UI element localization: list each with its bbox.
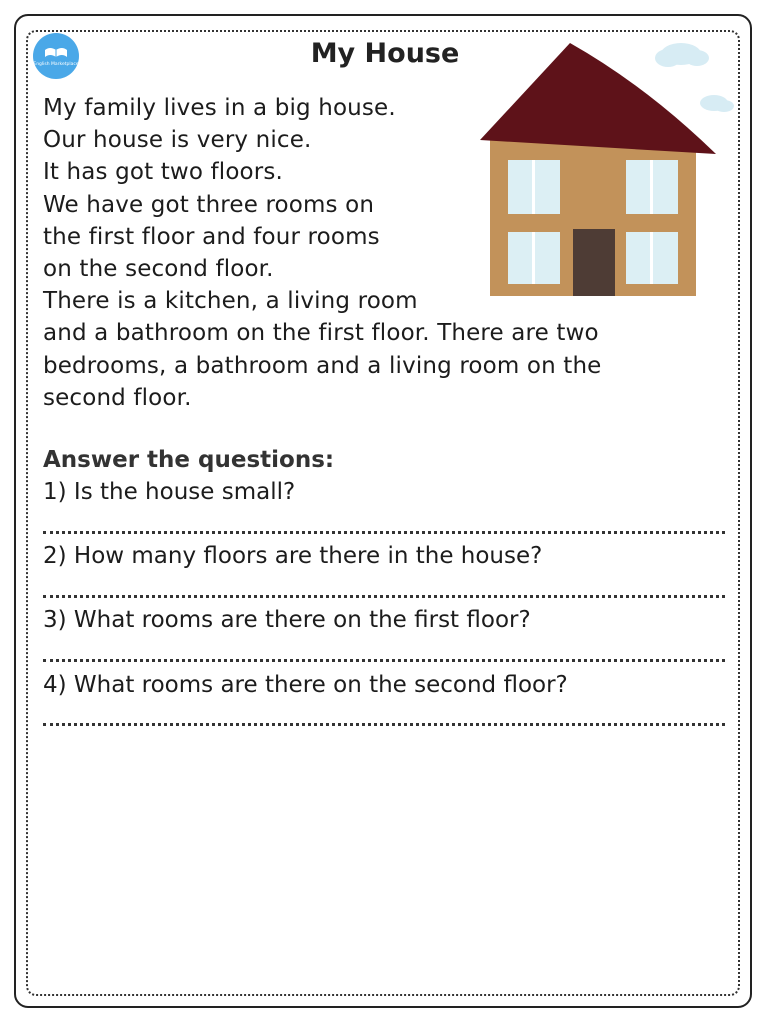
page-title: My House	[310, 38, 460, 69]
story-line: It has got two floors.	[43, 159, 283, 186]
cloud	[655, 49, 681, 67]
question-2: 2) How many floors are there in the house?	[43, 543, 543, 569]
answer-line-4[interactable]	[43, 723, 725, 726]
story-line: My family lives in a big house.	[43, 95, 396, 121]
story-line: and a bathroom on the first floor. There are two	[43, 320, 599, 347]
open-book-icon	[43, 46, 69, 60]
logo-text: English Marketplace	[33, 61, 79, 67]
question-1: 1) Is the house small?	[43, 479, 296, 505]
question-3: 3) What rooms are there on the first floor?	[43, 607, 531, 633]
questions-heading: Answer the questions:	[43, 447, 335, 473]
story-text	[43, 92, 703, 414]
logo	[33, 33, 79, 79]
answer-line-2[interactable]	[43, 595, 725, 598]
story-line: on the second floor.	[43, 256, 274, 283]
story-line: We have got three rooms on	[43, 191, 375, 218]
answer-line-3[interactable]	[43, 659, 725, 662]
story-line: the first floor and four rooms	[43, 223, 380, 250]
story-line: Our house is very nice.	[43, 127, 312, 154]
story-line: bedrooms, a bathroom and a living room on the	[43, 352, 602, 379]
cloud	[714, 100, 734, 112]
story-line: second floor.	[43, 384, 192, 411]
answer-line-1[interactable]	[43, 531, 725, 534]
cloud	[685, 50, 709, 66]
question-4: 4) What rooms are there on the second floor?	[43, 672, 568, 698]
story-line: There is a kitchen, a living room	[43, 288, 418, 315]
